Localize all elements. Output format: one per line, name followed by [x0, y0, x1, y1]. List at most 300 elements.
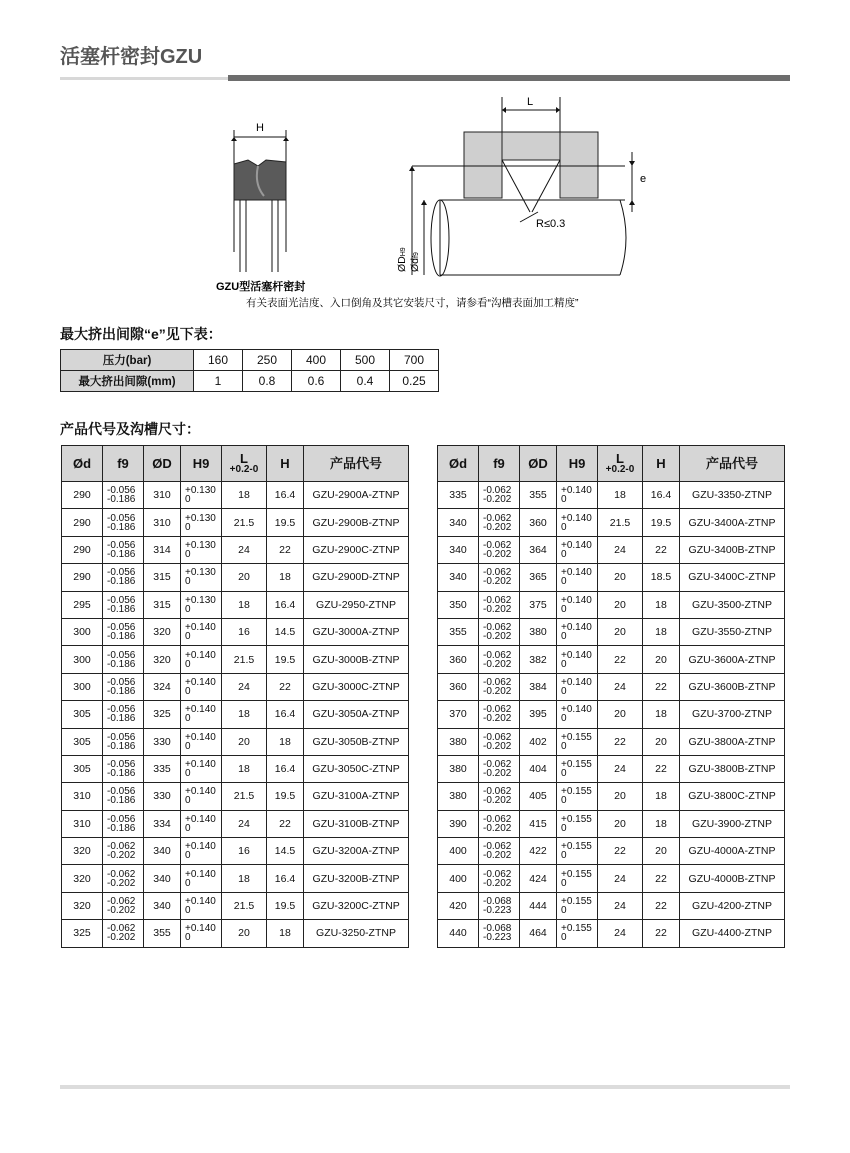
- cell-code: GZU-4400-ZTNP: [680, 920, 785, 947]
- col-d: Ød: [62, 446, 103, 482]
- cell-bore: 315: [144, 591, 181, 618]
- cell-h: 16.4: [267, 755, 304, 782]
- cell-l: 21.5: [222, 783, 267, 810]
- cell-f9: -0.062 -0.202: [103, 920, 144, 947]
- cell-f9: -0.062 -0.202: [479, 509, 520, 536]
- table-row: [62, 618, 409, 645]
- table-row: [438, 892, 785, 919]
- col-h9: H9: [181, 446, 222, 482]
- cell-code: GZU-3800C-ZTNP: [680, 783, 785, 810]
- cell-d: 305: [62, 755, 103, 782]
- cell-h9: +0.140 0: [181, 838, 222, 865]
- table-row: [62, 783, 409, 810]
- cell-l: 24: [598, 673, 643, 700]
- cell-h9: +0.140 0: [557, 482, 598, 509]
- table-row: [438, 755, 785, 782]
- cell-h9: +0.130 0: [181, 509, 222, 536]
- cell-code: GZU-3600A-ZTNP: [680, 646, 785, 673]
- cell-h9: +0.155 0: [557, 892, 598, 919]
- cell-l: 20: [222, 728, 267, 755]
- cell-l: 24: [222, 536, 267, 563]
- cell-bore: 464: [520, 920, 557, 947]
- cell-h: 22: [267, 673, 304, 700]
- cell-code: GZU-3250-ZTNP: [304, 920, 409, 947]
- col-f9: f9: [103, 446, 144, 482]
- seal-diagram: [200, 92, 660, 322]
- cell-h9: +0.140 0: [181, 810, 222, 837]
- cell-h9: +0.155 0: [557, 865, 598, 892]
- cell-l: 22: [598, 838, 643, 865]
- title-rule-dark: [228, 75, 790, 81]
- cell-h9: +0.140 0: [181, 618, 222, 645]
- cell-h9: +0.140 0: [557, 673, 598, 700]
- gap-cell: 0.25: [390, 371, 439, 392]
- cell-code: GZU-4000B-ZTNP: [680, 865, 785, 892]
- cell-d: 290: [62, 482, 103, 509]
- cell-code: GZU-2900A-ZTNP: [304, 482, 409, 509]
- cell-f9: -0.062 -0.202: [479, 701, 520, 728]
- cell-code: GZU-3200C-ZTNP: [304, 892, 409, 919]
- cell-f9: -0.056 -0.186: [103, 701, 144, 728]
- cell-bore: 310: [144, 482, 181, 509]
- table-row: [438, 701, 785, 728]
- cell-bore: 335: [144, 755, 181, 782]
- cell-f9: -0.056 -0.186: [103, 783, 144, 810]
- table-row: [438, 591, 785, 618]
- table-row: [438, 646, 785, 673]
- products-heading: 产品代号及沟槽尺寸：: [60, 421, 200, 437]
- cell-d: 400: [438, 865, 479, 892]
- cell-h9: +0.130 0: [181, 482, 222, 509]
- cell-d: 340: [438, 509, 479, 536]
- cell-bore: 380: [520, 618, 557, 645]
- cell-f9: -0.062 -0.202: [479, 755, 520, 782]
- cell-bore: 444: [520, 892, 557, 919]
- cell-code: GZU-3050B-ZTNP: [304, 728, 409, 755]
- cell-f9: -0.062 -0.202: [479, 591, 520, 618]
- cell-h9: +0.140 0: [181, 755, 222, 782]
- cell-f9: -0.056 -0.186: [103, 591, 144, 618]
- extrusion-heading: 最大挤出间隙“e”见下表：: [60, 326, 222, 342]
- cell-f9: -0.062 -0.202: [479, 618, 520, 645]
- cell-f9: -0.062 -0.202: [479, 728, 520, 755]
- cell-h9: +0.155 0: [557, 783, 598, 810]
- cell-h9: +0.130 0: [181, 564, 222, 591]
- cell-h: 16.4: [267, 701, 304, 728]
- seal-cross-section: [231, 130, 289, 272]
- cell-h9: +0.140 0: [557, 564, 598, 591]
- cell-bore: 355: [520, 482, 557, 509]
- col-h: H: [267, 446, 304, 482]
- cell-l: 24: [598, 755, 643, 782]
- cell-l: 20: [222, 564, 267, 591]
- cell-l: 20: [598, 810, 643, 837]
- table-row: [438, 920, 785, 947]
- cell-h: 18.5: [643, 564, 680, 591]
- gap-cell: 0.8: [243, 371, 292, 392]
- groove-rod-drawing: [409, 97, 635, 276]
- dim-rod-label: Ødf9: [409, 252, 421, 272]
- cell-code: GZU-4200-ZTNP: [680, 892, 785, 919]
- cell-l: 18: [222, 701, 267, 728]
- cell-h: 16.4: [267, 482, 304, 509]
- cell-l: 24: [222, 673, 267, 700]
- cell-d: 400: [438, 838, 479, 865]
- col-l: L +0.2-0: [598, 446, 643, 482]
- table-row: [62, 564, 409, 591]
- cell-l: 20: [222, 920, 267, 947]
- cell-d: 350: [438, 591, 479, 618]
- gap-label: 最大挤出间隙(mm): [61, 371, 194, 392]
- table-header-row: [438, 446, 785, 482]
- cell-h9: +0.155 0: [557, 728, 598, 755]
- cell-h9: +0.140 0: [557, 536, 598, 563]
- cell-l: 24: [598, 865, 643, 892]
- seal-caption: GZU型活塞杆密封: [216, 281, 306, 293]
- cell-bore: 334: [144, 810, 181, 837]
- cell-l: 20: [598, 618, 643, 645]
- cell-code: GZU-3400A-ZTNP: [680, 509, 785, 536]
- cell-code: GZU-3050A-ZTNP: [304, 701, 409, 728]
- cell-bore: 365: [520, 564, 557, 591]
- cell-bore: 402: [520, 728, 557, 755]
- cell-f9: -0.062 -0.202: [479, 810, 520, 837]
- pressure-row: [61, 350, 439, 371]
- col-code: 产品代号: [680, 446, 785, 482]
- cell-l: 18: [222, 755, 267, 782]
- cell-d: 295: [62, 591, 103, 618]
- cell-d: 380: [438, 783, 479, 810]
- cell-bore: 355: [144, 920, 181, 947]
- cell-f9: -0.062 -0.202: [479, 564, 520, 591]
- cell-bore: 404: [520, 755, 557, 782]
- cell-code: GZU-3350-ZTNP: [680, 482, 785, 509]
- cell-code: GZU-3700-ZTNP: [680, 701, 785, 728]
- cell-d: 390: [438, 810, 479, 837]
- cell-f9: -0.056 -0.186: [103, 536, 144, 563]
- cell-h9: +0.140 0: [181, 728, 222, 755]
- cell-bore: 405: [520, 783, 557, 810]
- col-code: 产品代号: [304, 446, 409, 482]
- cell-code: GZU-3900-ZTNP: [680, 810, 785, 837]
- pressure-cell: 250: [243, 350, 292, 371]
- table-row: [438, 536, 785, 563]
- cell-d: 355: [438, 618, 479, 645]
- cell-f9: -0.062 -0.202: [479, 646, 520, 673]
- cell-bore: 314: [144, 536, 181, 563]
- cell-bore: 424: [520, 865, 557, 892]
- dim-l-label: L: [527, 96, 534, 108]
- cell-d: 420: [438, 892, 479, 919]
- cell-d: 310: [62, 810, 103, 837]
- cell-f9: -0.068 -0.223: [479, 892, 520, 919]
- cell-d: 340: [438, 564, 479, 591]
- cell-bore: 324: [144, 673, 181, 700]
- cell-code: GZU-3000C-ZTNP: [304, 673, 409, 700]
- radius-label: R≤0.3: [536, 218, 566, 230]
- cell-l: 16: [222, 838, 267, 865]
- cell-h9: +0.140 0: [181, 920, 222, 947]
- cell-code: GZU-3400C-ZTNP: [680, 564, 785, 591]
- cell-f9: -0.056 -0.186: [103, 728, 144, 755]
- cell-l: 24: [222, 810, 267, 837]
- cell-bore: 375: [520, 591, 557, 618]
- cell-h: 18: [643, 591, 680, 618]
- col-l: L +0.2-0: [222, 446, 267, 482]
- bottom-rule: [60, 1085, 790, 1089]
- cell-d: 335: [438, 482, 479, 509]
- dim-h-label: H: [256, 122, 264, 134]
- cell-code: GZU-3600B-ZTNP: [680, 673, 785, 700]
- cell-h9: +0.140 0: [181, 673, 222, 700]
- cell-code: GZU-3000A-ZTNP: [304, 618, 409, 645]
- cell-h: 22: [643, 536, 680, 563]
- title-rule-light: [60, 77, 228, 80]
- col-bore: ØD: [144, 446, 181, 482]
- cell-h: 19.5: [643, 509, 680, 536]
- cell-l: 24: [598, 892, 643, 919]
- cell-d: 320: [62, 892, 103, 919]
- cell-h: 19.5: [267, 646, 304, 673]
- cell-d: 360: [438, 646, 479, 673]
- cell-l: 18: [222, 482, 267, 509]
- table-row: [438, 865, 785, 892]
- cell-bore: 310: [144, 509, 181, 536]
- cell-l: 21.5: [598, 509, 643, 536]
- pressure-cell: 500: [341, 350, 390, 371]
- table-row: [62, 673, 409, 700]
- cell-d: 440: [438, 920, 479, 947]
- cell-l: 21.5: [222, 509, 267, 536]
- cell-f9: -0.056 -0.186: [103, 673, 144, 700]
- col-h9: H9: [557, 446, 598, 482]
- cell-bore: 320: [144, 646, 181, 673]
- cell-h9: +0.140 0: [181, 701, 222, 728]
- cell-h9: +0.155 0: [557, 838, 598, 865]
- pressure-cell: 700: [390, 350, 439, 371]
- cell-h: 22: [267, 536, 304, 563]
- cell-h: 16.4: [643, 482, 680, 509]
- cell-h9: +0.140 0: [557, 618, 598, 645]
- cell-d: 300: [62, 673, 103, 700]
- cell-h: 16.4: [267, 865, 304, 892]
- cell-l: 20: [598, 701, 643, 728]
- cell-bore: 340: [144, 892, 181, 919]
- cell-h: 14.5: [267, 618, 304, 645]
- cell-f9: -0.062 -0.202: [103, 865, 144, 892]
- cell-h: 19.5: [267, 509, 304, 536]
- table-row: [62, 536, 409, 563]
- cell-bore: 325: [144, 701, 181, 728]
- pressure-cell: 160: [194, 350, 243, 371]
- cell-l: 20: [598, 564, 643, 591]
- pressure-label: 压力(bar): [61, 350, 194, 371]
- cell-code: GZU-3100B-ZTNP: [304, 810, 409, 837]
- cell-bore: 384: [520, 673, 557, 700]
- cell-bore: 340: [144, 865, 181, 892]
- cell-d: 305: [62, 728, 103, 755]
- table-row: [438, 783, 785, 810]
- cell-f9: -0.056 -0.186: [103, 564, 144, 591]
- cell-bore: 330: [144, 783, 181, 810]
- cell-code: GZU-3800B-ZTNP: [680, 755, 785, 782]
- cell-d: 305: [62, 701, 103, 728]
- cell-h9: +0.130 0: [181, 591, 222, 618]
- table-row: [62, 591, 409, 618]
- cell-d: 310: [62, 783, 103, 810]
- cell-code: GZU-4000A-ZTNP: [680, 838, 785, 865]
- cell-h9: +0.140 0: [181, 646, 222, 673]
- table-row: [62, 646, 409, 673]
- cell-d: 290: [62, 564, 103, 591]
- cell-h: 19.5: [267, 783, 304, 810]
- table-header-row: [62, 446, 409, 482]
- cell-code: GZU-3500-ZTNP: [680, 591, 785, 618]
- table-row: [62, 838, 409, 865]
- cell-h9: +0.140 0: [181, 892, 222, 919]
- cell-h: 22: [267, 810, 304, 837]
- cell-h: 20: [643, 728, 680, 755]
- cell-l: 18: [598, 482, 643, 509]
- table-row: [62, 509, 409, 536]
- cell-h: 22: [643, 755, 680, 782]
- cell-f9: -0.062 -0.202: [479, 536, 520, 563]
- cell-f9: -0.062 -0.202: [479, 838, 520, 865]
- table-row: [438, 564, 785, 591]
- cell-l: 22: [598, 728, 643, 755]
- cell-f9: -0.056 -0.186: [103, 618, 144, 645]
- cell-code: GZU-3800A-ZTNP: [680, 728, 785, 755]
- cell-h: 16.4: [267, 591, 304, 618]
- cell-h9: +0.130 0: [181, 536, 222, 563]
- cell-h: 20: [643, 838, 680, 865]
- cell-f9: -0.056 -0.186: [103, 755, 144, 782]
- cell-code: GZU-2900D-ZTNP: [304, 564, 409, 591]
- table-row: [62, 728, 409, 755]
- cell-h: 22: [643, 673, 680, 700]
- cell-h: 22: [643, 865, 680, 892]
- cell-bore: 422: [520, 838, 557, 865]
- cell-h9: +0.140 0: [557, 701, 598, 728]
- cell-code: GZU-3200A-ZTNP: [304, 838, 409, 865]
- table-row: [62, 865, 409, 892]
- cell-bore: 340: [144, 838, 181, 865]
- cell-d: 380: [438, 755, 479, 782]
- product-table-right: [437, 445, 785, 948]
- cell-bore: 330: [144, 728, 181, 755]
- cell-bore: 315: [144, 564, 181, 591]
- table-row: [62, 482, 409, 509]
- cell-f9: -0.062 -0.202: [479, 482, 520, 509]
- cell-h: 18: [643, 701, 680, 728]
- cell-h: 22: [643, 920, 680, 947]
- cell-h9: +0.155 0: [557, 810, 598, 837]
- cell-d: 320: [62, 865, 103, 892]
- cell-f9: -0.062 -0.202: [479, 673, 520, 700]
- cell-l: 21.5: [222, 646, 267, 673]
- cell-f9: -0.068 -0.223: [479, 920, 520, 947]
- cell-code: GZU-2900B-ZTNP: [304, 509, 409, 536]
- cell-f9: -0.056 -0.186: [103, 646, 144, 673]
- table-row: [438, 810, 785, 837]
- cell-h9: +0.140 0: [181, 865, 222, 892]
- cell-bore: 395: [520, 701, 557, 728]
- table-row: [62, 892, 409, 919]
- cell-d: 300: [62, 618, 103, 645]
- cell-f9: -0.056 -0.186: [103, 810, 144, 837]
- cell-code: GZU-2900C-ZTNP: [304, 536, 409, 563]
- cell-code: GZU-2950-ZTNP: [304, 591, 409, 618]
- table-row: [62, 920, 409, 947]
- cell-d: 325: [62, 920, 103, 947]
- pressure-cell: 400: [292, 350, 341, 371]
- cell-h: 18: [643, 783, 680, 810]
- cell-bore: 382: [520, 646, 557, 673]
- cell-l: 20: [598, 783, 643, 810]
- table-row: [438, 838, 785, 865]
- cell-h: 18: [267, 564, 304, 591]
- cell-h9: +0.155 0: [557, 920, 598, 947]
- table-row: [62, 810, 409, 837]
- cell-d: 340: [438, 536, 479, 563]
- cell-h: 18: [267, 728, 304, 755]
- cell-bore: 320: [144, 618, 181, 645]
- gap-cell: 1: [194, 371, 243, 392]
- product-table-left: [61, 445, 409, 948]
- cell-h: 14.5: [267, 838, 304, 865]
- cell-f9: -0.062 -0.202: [103, 892, 144, 919]
- cell-f9: -0.062 -0.202: [479, 865, 520, 892]
- cell-f9: -0.056 -0.186: [103, 509, 144, 536]
- table-row: [438, 482, 785, 509]
- cell-d: 300: [62, 646, 103, 673]
- table-row: [438, 728, 785, 755]
- cell-h: 19.5: [267, 892, 304, 919]
- cell-code: GZU-3100A-ZTNP: [304, 783, 409, 810]
- gap-cell: 0.4: [341, 371, 390, 392]
- cell-bore: 415: [520, 810, 557, 837]
- table-row: [62, 755, 409, 782]
- extrusion-gap-table: [60, 349, 439, 392]
- cell-l: 18: [222, 865, 267, 892]
- cell-h: 22: [643, 892, 680, 919]
- cell-l: 24: [598, 536, 643, 563]
- cell-h: 20: [643, 646, 680, 673]
- cell-code: GZU-3000B-ZTNP: [304, 646, 409, 673]
- cell-d: 290: [62, 536, 103, 563]
- cell-h9: +0.140 0: [181, 783, 222, 810]
- cell-d: 320: [62, 838, 103, 865]
- installation-note: 有关表面光洁度、入口倒角及其它安装尺寸，请参看“沟槽表面加工精度”: [246, 297, 579, 309]
- cell-l: 18: [222, 591, 267, 618]
- table-row: [62, 701, 409, 728]
- col-h: H: [643, 446, 680, 482]
- table-row: [438, 673, 785, 700]
- cell-f9: -0.062 -0.202: [479, 783, 520, 810]
- cell-code: GZU-3050C-ZTNP: [304, 755, 409, 782]
- cell-d: 380: [438, 728, 479, 755]
- cell-h: 18: [643, 618, 680, 645]
- cell-l: 21.5: [222, 892, 267, 919]
- cell-l: 24: [598, 920, 643, 947]
- cell-code: GZU-3200B-ZTNP: [304, 865, 409, 892]
- cell-l: 16: [222, 618, 267, 645]
- gap-cell: 0.6: [292, 371, 341, 392]
- dim-bore-label: ØDH9: [396, 247, 408, 272]
- cell-h9: +0.140 0: [557, 509, 598, 536]
- table-row: [438, 618, 785, 645]
- cell-h9: +0.155 0: [557, 755, 598, 782]
